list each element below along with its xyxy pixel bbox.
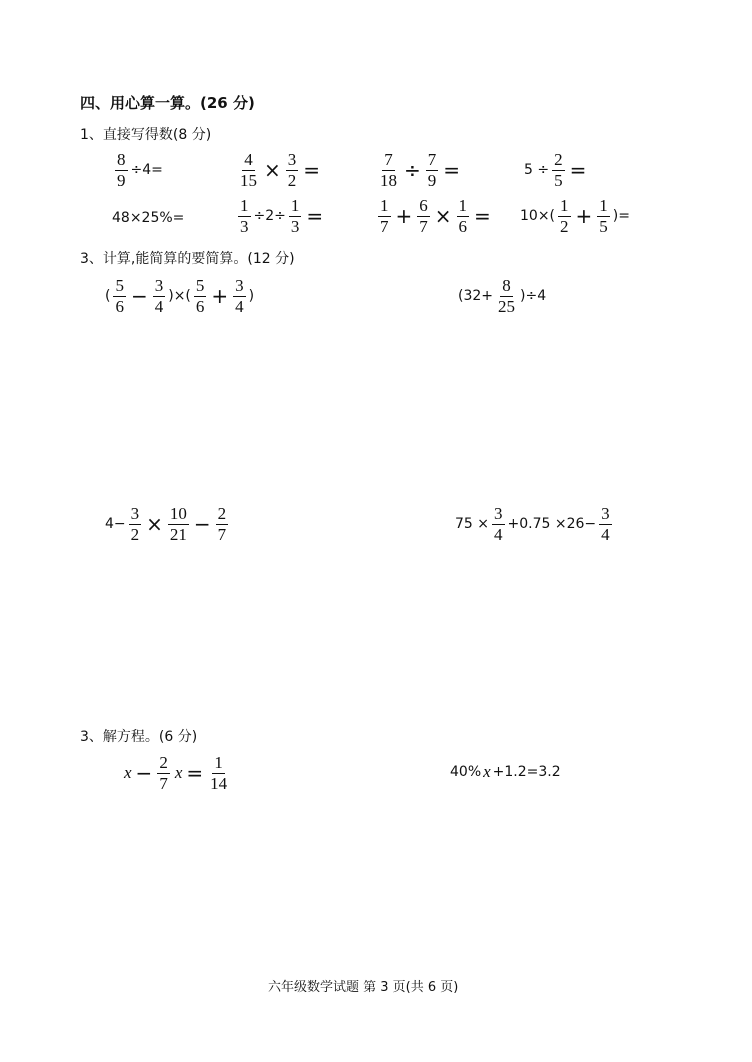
section-title: 四、用心算一算。(26 分) bbox=[80, 94, 255, 112]
question-2-title: 3、计算,能简算的要简算。(12 分) bbox=[80, 251, 295, 267]
q1-item-8: 10×( $\frac{1}{2}$ + $\frac{1}{5}$ )= bbox=[520, 196, 630, 236]
q2-expression-4: 75 × $\frac{3}{4}$ +0.75 ×26− $\frac{3}{4}$ bbox=[455, 504, 610, 544]
fraction: $\frac{7}{9}$ bbox=[427, 150, 437, 190]
q1-item-1: $\frac{8}{9}$ ÷4= bbox=[117, 150, 163, 190]
fraction: $\frac{1}{7}$ bbox=[380, 196, 389, 236]
fraction: $\frac{1}{6}$ bbox=[458, 196, 468, 236]
q1-item-5: 48×25%= bbox=[112, 210, 185, 226]
fraction: $\frac{5}{6}$ bbox=[195, 276, 205, 316]
fraction: $\frac{5}{6}$ bbox=[115, 276, 124, 316]
fraction: $\frac{3}{2}$ bbox=[287, 150, 297, 190]
fraction: $\frac{3}{2}$ bbox=[130, 504, 140, 544]
q1-item-2: $\frac{4}{15}$ × $\frac{3}{2}$ = bbox=[240, 150, 321, 190]
fraction: $\frac{1}{3}$ bbox=[290, 196, 300, 236]
q3-equation-1: x − $\frac{2}{7}$ x = $\frac{1}{14}$ bbox=[124, 753, 228, 793]
fraction: $\frac{8}{9}$ bbox=[117, 150, 126, 190]
q2-expression-3: 4− $\frac{3}{2}$ × $\frac{10}{21}$ − $\frac{2}{7}$ bbox=[105, 504, 227, 544]
question-3-title: 3、解方程。(6 分) bbox=[80, 729, 198, 745]
q2-expression-1: ( $\frac{5}{6}$ − $\frac{3}{4}$ )×( $\frac{5}{6}$ + $\frac{3}{4}$ ) bbox=[105, 276, 255, 316]
fraction: $\frac{2}{5}$ bbox=[554, 150, 563, 190]
fraction: $\frac{3}{4}$ bbox=[154, 276, 164, 316]
q1-item-3: $\frac{7}{18}$ ÷ $\frac{7}{9}$ = bbox=[380, 150, 461, 190]
fraction: $\frac{2}{7}$ bbox=[159, 753, 168, 793]
fraction: $\frac{3}{4}$ bbox=[494, 504, 503, 544]
q3-equation-2: 40% x +1.2=3.2 bbox=[450, 762, 561, 781]
fraction: $\frac{3}{4}$ bbox=[235, 276, 244, 316]
question-1-title: 1、直接写得数(8 分) bbox=[80, 127, 212, 143]
fraction: $\frac{1}{2}$ bbox=[560, 196, 569, 236]
fraction: $\frac{1}{14}$ bbox=[210, 753, 228, 793]
fraction: $\frac{7}{18}$ bbox=[380, 150, 397, 190]
q2-expression-2: (32+ $\frac{8}{25}$ )÷4 bbox=[458, 276, 547, 316]
fraction: $\frac{8}{25}$ bbox=[498, 276, 516, 316]
fraction: $\frac{4}{15}$ bbox=[240, 150, 257, 190]
q1-item-7: $\frac{1}{7}$ + $\frac{6}{7}$ × $\frac{1}{6}$ = bbox=[380, 196, 491, 236]
fraction: $\frac{3}{4}$ bbox=[601, 504, 610, 544]
q1-item-6: $\frac{1}{3}$ ÷2÷ $\frac{1}{3}$ = bbox=[240, 196, 324, 236]
fraction: $\frac{1}{5}$ bbox=[599, 196, 608, 236]
q1-item-4: 5 ÷ $\frac{2}{5}$ = bbox=[524, 150, 587, 190]
fraction: $\frac{10}{21}$ bbox=[169, 504, 187, 544]
fraction: $\frac{2}{7}$ bbox=[217, 504, 227, 544]
page-footer: 六年级数学试题 第 3 页(共 6 页) bbox=[268, 980, 459, 995]
fraction: $\frac{6}{7}$ bbox=[419, 196, 428, 236]
fraction: $\frac{1}{3}$ bbox=[240, 196, 249, 236]
